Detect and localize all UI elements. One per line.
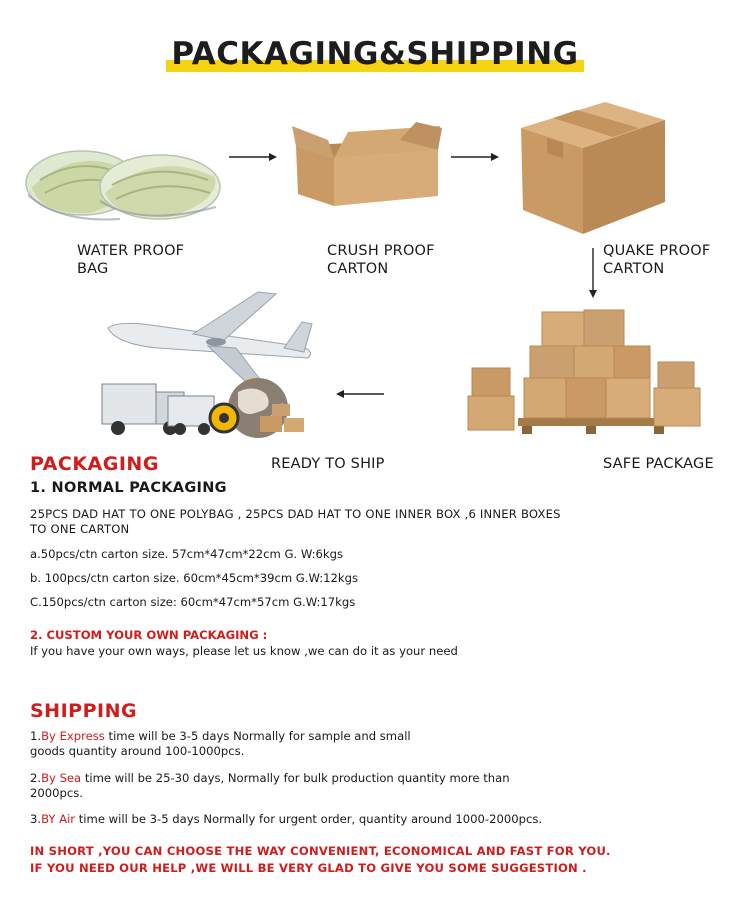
method-sea: By Sea [41,771,82,785]
packaging-heading: PACKAGING [30,453,159,475]
arrow-right-icon [229,152,277,162]
shipping-air: 3.BY Air time will be 3-5 days Normally for urgent order, quantity around 1000-2000pcs. [30,812,543,826]
shipping-heading: SHIPPING [30,700,138,722]
step-label-safe-package: SAFE PACKAGE [603,456,714,472]
step-label-quake-proof-carton: QUAKE PROOF CARTON [603,243,711,277]
arrow-left-icon [336,389,384,399]
packaging-option-a: a.50pcs/ctn carton size. 57cm*47cm*22cm G. W:6kgs [30,547,344,561]
method-express: By Express [41,729,105,743]
method-air: BY Air [41,812,76,826]
airplane-trucks-icon [98,288,323,443]
packaging-option-c: C.150pcs/ctn carton size: 60cm*47cm*57cm G.W:17kgs [30,595,356,609]
page-title: PACKAGING&SHIPPING [171,36,579,72]
packaging-option-b: b. 100pcs/ctn carton size. 60cm*45cm*39cm G.W:12kgs [30,571,359,585]
arrow-right-icon [451,152,499,162]
step-label-ready-to-ship: READY TO SHIP [271,456,385,472]
shipping-sea: 2.By Sea time will be 25-30 days, Normally for bulk production quantity more than 2000pcs. [30,771,510,800]
normal-packaging-heading: 1. NORMAL PACKAGING [30,480,227,496]
custom-packaging-text: If you have your own ways, please let us know ,we can do it as your need [30,644,458,658]
open-carton-icon [288,118,448,210]
custom-packaging-heading: 2. CUSTOM YOUR OWN PACKAGING : [30,628,268,642]
shipping-express: 1.By Express time will be 3-5 days Normally for sample and small goods quantity around 100-1000pcs. [30,729,411,758]
step-label-water-proof-bag: WATER PROOF BAG [77,243,185,277]
shipping-summary: IN SHORT ,YOU CAN CHOOSE THE WAY CONVENIENT, ECONOMICAL AND FAST FOR YOU. IF YOU NEED OUR HELP ,WE WILL BE VERY GLAD TO GIVE YOU SOME SUGGESTION . [30,844,611,875]
step-label-crush-proof-carton: CRUSH PROOF CARTON [327,243,435,277]
arrow-down-icon [588,248,598,298]
packaging-intro: 25PCS DAD HAT TO ONE POLYBAG , 25PCS DAD HAT TO ONE INNER BOX ,6 INNER BOXES TO ONE CARTON [30,507,561,536]
polybag-hats-icon [20,135,225,225]
sealed-carton-icon [517,98,669,236]
pallet-boxes-icon [458,306,708,451]
